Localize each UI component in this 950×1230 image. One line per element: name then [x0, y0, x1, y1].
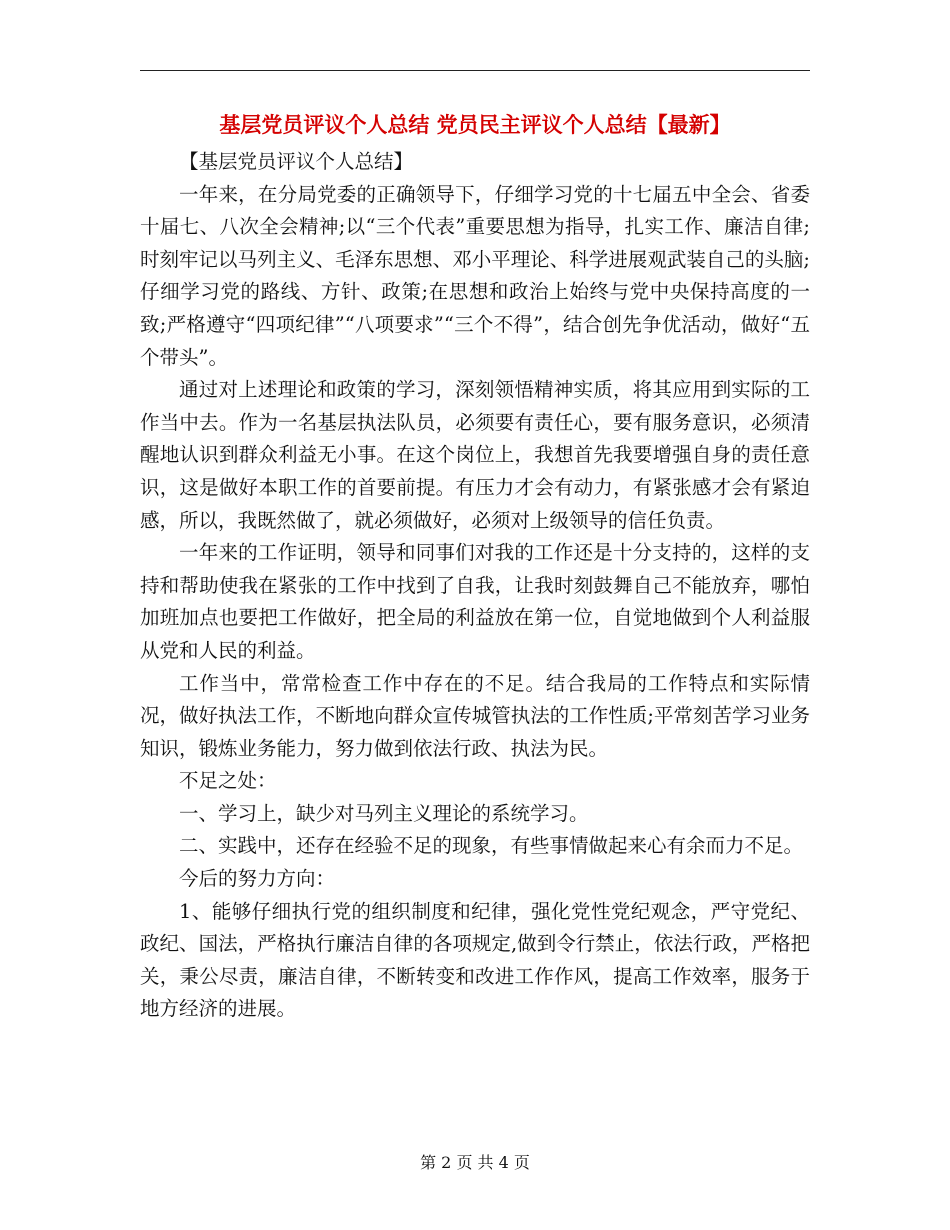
shortcoming-item: 一、学习上，缺少对马列主义理论的系统学习。	[179, 801, 589, 825]
future-direction-item: 1、能够仔细执行党的组织制度和纪律，强化党性党纪观念，严守党纪、政纪、国法，严格执行廉洁自律的各项规定,做到令行禁止，依法行政，严格把关，秉公尽责，廉洁自律，不断转变和改进工作作风，提高工作效率，服务于地方经济的进展。	[140, 899, 810, 1021]
section-heading: 【基层党员评议个人总结】	[179, 150, 414, 173]
page-number: 第 2 页 共 4 页	[420, 1153, 530, 1172]
document-title: 基层党员评议个人总结 党员民主评议个人总结【最新】	[219, 113, 731, 137]
paragraph: 一年来的工作证明，领导和同事们对我的工作还是十分支持的，这样的支持和帮助使我在紧张的工作中找到了自我，让我时刻鼓舞自己不能放弃，哪怕加班加点也要把工作做好，把全局的利益放在第一位，自觉地做到个人利益服从党和人民的利益。	[140, 541, 810, 662]
paragraph: 通过对上述理论和政策的学习，深刻领悟精神实质，将其应用到实际的工作当中去。作为一名基层执法队员，必须要有责任心，要有服务意识，必须清醒地认识到群众利益无小事。在这个岗位上，我想首先我要增强自身的责任意识，这是做好本职工作的首要前提。有压力才会有动力，有紧张感才会有紧迫感，所以，我既然做了，就必须做好，必须对上级领导的信任负责。	[140, 378, 810, 532]
document-body	[140, 146, 810, 1026]
future-direction-heading: 今后的努力方向：	[179, 867, 336, 891]
shortcoming-item: 二、实践中，还存在经验不足的现象，有些事情做起来心有余而力不足。	[179, 834, 804, 858]
paragraph: 工作当中，常常检查工作中存在的不足。结合我局的工作特点和实际情况，做好执法工作，不断地向群众宣传城管执法的工作性质;平常刻苦学习业务知识，锻炼业务能力，努力做到依法行政、执法为民。	[140, 671, 810, 760]
shortcomings-heading: 不足之处：	[179, 769, 277, 793]
paragraph: 一年来，在分局党委的正确领导下，仔细学习党的十七届五中全会、省委十届七、八次全会精神;以“三个代表”重要思想为指导，扎实工作、廉洁自律;时刻牢记以马列主义、毛泽东思想、邓小平理论、科学进展观武装自己的头脑;仔细学习党的路线、方针、政策;在思想和政治上始终与党中央保持高度的一致;严格遵守“四项纪律”“八项要求”“三个不得”，结合创先争优活动，做好“五个带头”。	[140, 182, 810, 369]
header-rule	[140, 70, 810, 71]
